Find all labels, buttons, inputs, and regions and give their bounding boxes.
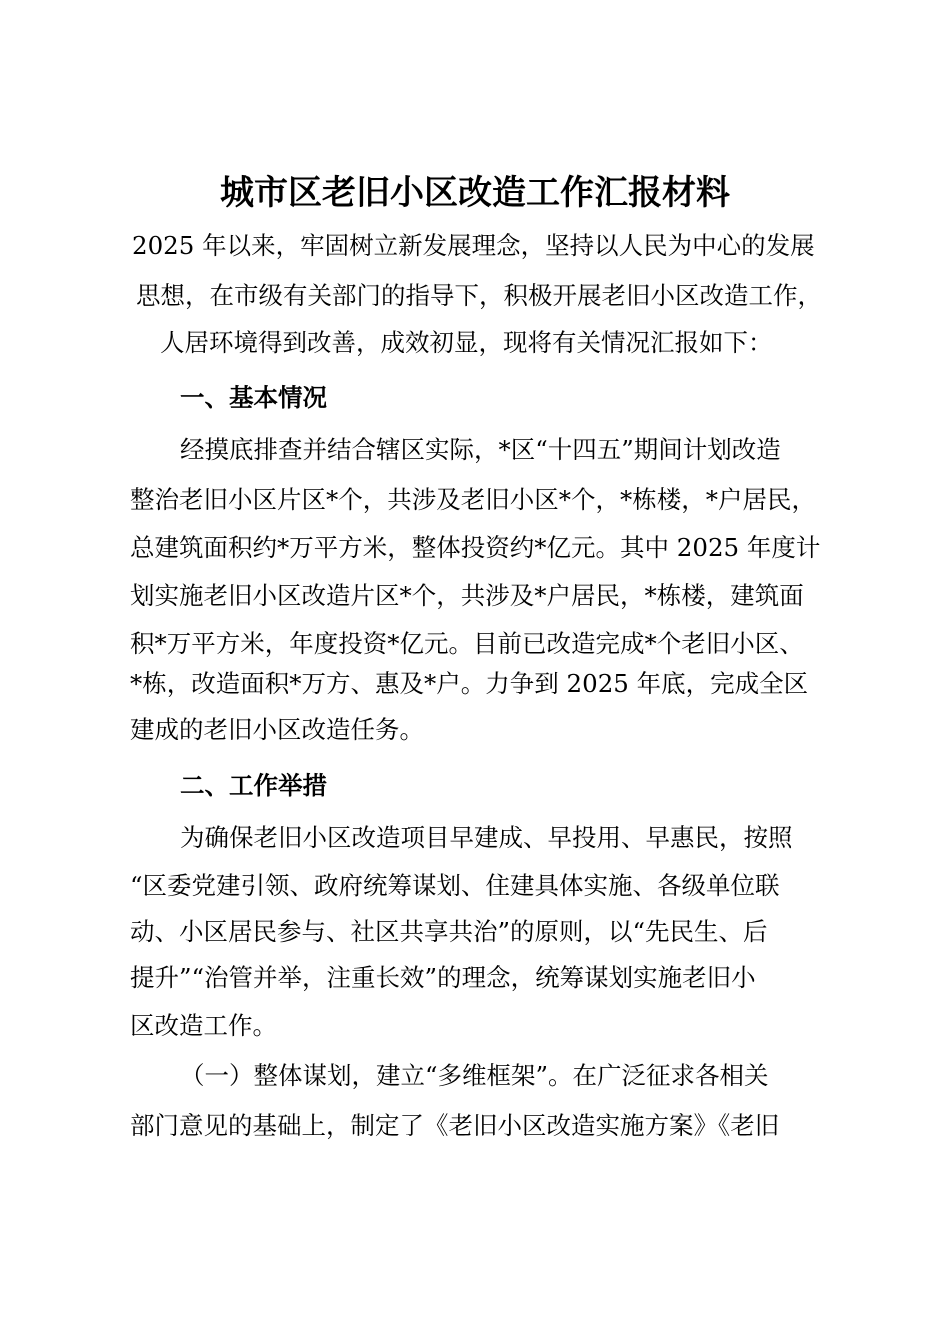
intro-line-2: 思想，在市级有关部门的指导下，积极开展老旧小区改造工作， xyxy=(136,281,822,310)
paragraph-line: 区改造工作。 xyxy=(130,1011,277,1040)
paragraph-line: 整治老旧小区片区*个，共涉及老旧小区*个，*栋楼，*户居民， xyxy=(130,485,816,514)
section-heading-measures: 二、工作举措 xyxy=(180,771,327,800)
paragraph-line: “区委党建引领、政府统筹谋划、住建具体实施、各级单位联 xyxy=(130,871,780,900)
paragraph-line: 动、小区居民参与、社区共享共治”的原则，以“先民生、后 xyxy=(130,917,768,946)
paragraph-line: 提升”“治管并举，注重长效”的理念，统筹谋划实施老旧小 xyxy=(130,963,756,992)
paragraph-line: 总建筑面积约*万平方米，整体投资约*亿元。其中 2025 年度计 xyxy=(130,533,821,562)
document-title: 城市区老旧小区改造工作汇报材料 xyxy=(220,173,730,213)
paragraph-line: 为确保老旧小区改造项目早建成、早投用、早惠民，按照 xyxy=(180,823,793,852)
paragraph-line: *栋，改造面积*万方、惠及*户。力争到 2025 年底，完成全区 xyxy=(130,669,809,698)
paragraph-line: 建成的老旧小区改造任务。 xyxy=(130,715,424,744)
intro-line-3: 人居环境得到改善，成效初显，现将有关情况汇报如下： xyxy=(160,328,773,357)
paragraph-line: 部门意见的基础上，制定了《老旧小区改造实施方案》《老旧 xyxy=(130,1111,780,1140)
paragraph-line: 积*万平方米，年度投资*亿元。目前已改造完成*个老旧小区、 xyxy=(130,629,804,658)
section-heading-basic: 一、基本情况 xyxy=(180,383,327,412)
paragraph-line: 经摸底排查并结合辖区实际，*区“十四五”期间计划改造 xyxy=(180,435,781,464)
paragraph-line: 划实施老旧小区改造片区*个，共涉及*户居民，*栋楼，建筑面 xyxy=(130,581,804,610)
intro-line-1: 2025 年以来，牢固树立新发展理念，坚持以人民为中心的发展 xyxy=(132,231,815,260)
paragraph-line: （一）整体谋划，建立“多维框架”。在广泛征求各相关 xyxy=(180,1061,769,1090)
